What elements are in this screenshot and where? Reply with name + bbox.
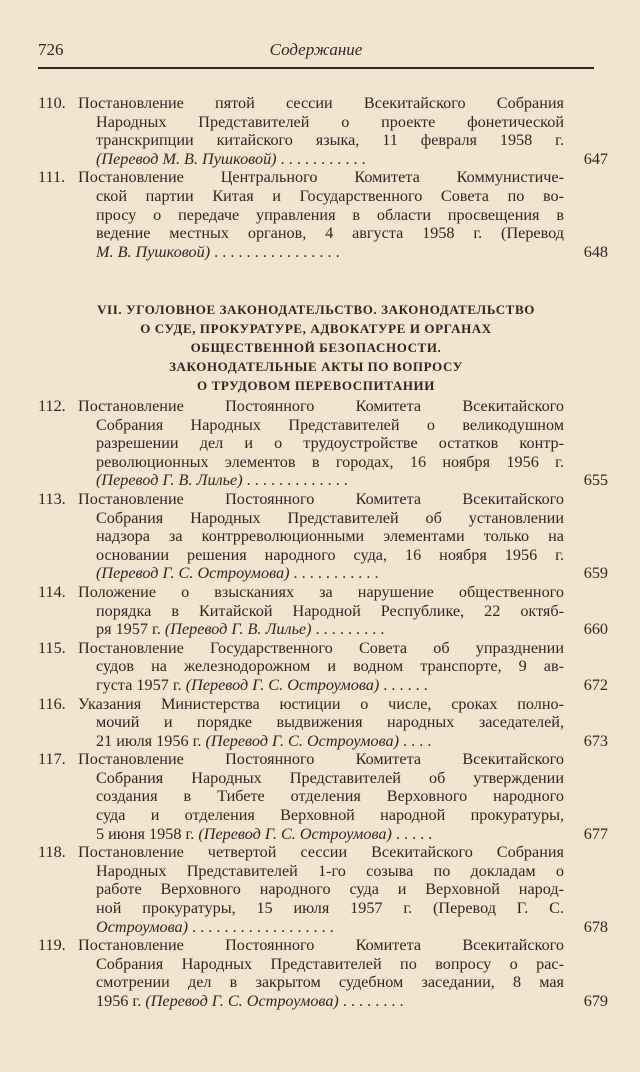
toc-entries-top <box>38 94 608 261</box>
entry-date-text: ря 1957 г. <box>96 620 165 639</box>
entry-page-number: 655 <box>583 471 608 490</box>
toc-entry <box>38 750 608 843</box>
page-number: 726 <box>38 40 64 59</box>
entry-number: 113. <box>38 489 66 508</box>
entry-page-number: 647 <box>583 149 608 168</box>
entry-line: смотрении дел в закрытом судебном заседании, 8 мая <box>96 973 564 992</box>
entry-page-number: 677 <box>583 824 608 843</box>
entry-line: Указания Министерства юстиции о числе, сроках полно- <box>78 694 564 713</box>
entry-line: Постановление Постоянного Комитета Всекитайского <box>78 936 564 955</box>
translator-credit: (Перевод Г. С. Остроумова) <box>96 564 290 583</box>
toc-entry <box>38 168 608 261</box>
entry-page-number: 659 <box>583 564 608 583</box>
entry-last-line <box>78 918 564 937</box>
entry-last-line <box>78 471 564 490</box>
entry-number: 112. <box>38 397 66 415</box>
translator-credit: (Перевод М. В. Пушковой) <box>96 149 277 168</box>
entry-number: 111. <box>38 168 66 187</box>
entry-line: Постановление Постоянного Комитета Всекитайского <box>78 489 564 508</box>
section-heading-line: О СУДЕ, ПРОКУРАТУРЕ, АДВОКАТУРЕ И ОРГАНАХ <box>140 321 492 336</box>
section-heading-line: VII. УГОЛОВНОЕ ЗАКОНОДАТЕЛЬСТВО. ЗАКОНОДАТЕЛЬСТВО <box>97 302 535 317</box>
toc-entry <box>38 397 608 490</box>
translator-credit: (Перевод Г. С. Остроумова) <box>145 992 339 1010</box>
translator-credit: (Перевод Г. В. Лилье) <box>96 471 243 490</box>
translator-credit: (Перевод Г. С. Остроумова) <box>198 824 392 843</box>
entry-page-number: 672 <box>583 675 608 694</box>
leader-dots: . . . . . . . . . . . <box>276 149 366 168</box>
entry-date-text: 21 июля 1956 г. <box>96 731 206 750</box>
entry-line: создания в Тибете отделения Верховного народного <box>96 787 564 806</box>
entry-line: разрешении дел и о трудоустройстве остатков контр- <box>96 434 564 453</box>
leader-dots: . . . . . . . . <box>338 992 404 1010</box>
toc-entry <box>38 490 608 583</box>
leader-dots: . . . . . . . . . . . <box>289 564 379 583</box>
toc-entry <box>38 583 608 639</box>
section-heading-line: О ТРУДОВОМ ПЕРЕВОСПИТАНИИ <box>197 378 435 393</box>
toc-entry <box>38 695 608 751</box>
running-title: Содержание <box>269 40 363 59</box>
entry-line: судов на железнодорожном и водном транспорте, 9 ав- <box>96 657 564 676</box>
header-rule <box>38 67 594 69</box>
toc-entry <box>38 936 608 1010</box>
entry-last-line <box>78 620 564 639</box>
entry-last-line <box>78 564 564 583</box>
translator-credit: (Перевод Г. С. Остроумова) <box>185 675 380 694</box>
entry-line: Собрания Народных Представителей об установлении <box>96 508 564 527</box>
entry-line: просу о передаче управления в области просвещения в <box>96 205 564 224</box>
entry-last-line <box>78 676 564 695</box>
entry-number: 118. <box>38 843 66 862</box>
toc-entries <box>38 397 608 1011</box>
entry-line: Положение о взысканиях за нарушение общественного <box>78 582 564 601</box>
entry-line: Народных Представителей о проекте фонетической <box>96 112 564 131</box>
entry-line: Постановление Постоянного Комитета Всекитайского <box>78 750 564 769</box>
entry-line: порядка в Китайской Народной Республике, 22 октяб- <box>96 601 564 620</box>
entry-number: 115. <box>38 638 66 657</box>
entry-line: мочий и порядке выдвижения народных заседателей, <box>96 713 564 732</box>
entry-page-number: 648 <box>583 242 608 261</box>
entry-line: Постановление четвертой сессии Всекитайского Собрания <box>78 843 564 862</box>
entry-line: надзора за контрреволюционными элементами только на <box>96 527 564 546</box>
entry-last-line <box>78 992 564 1011</box>
translator-credit: (Перевод Г. С. Остроумова) <box>205 731 399 750</box>
entry-line: основании решения народного суда, 16 ноября 1956 г. <box>96 545 564 564</box>
leader-dots: . . . . . . . . . <box>311 620 385 639</box>
entry-date-text: густа 1957 г. <box>96 675 186 694</box>
page-header <box>38 38 594 64</box>
entry-last-line <box>78 732 564 751</box>
entry-page-number: 678 <box>583 917 608 936</box>
entry-line: Постановление пятой сессии Всекитайского Собрания <box>78 94 564 112</box>
section-heading-line: ЗАКОНОДАТЕЛЬНЫЕ АКТЫ ПО ВОПРОСУ <box>169 359 463 374</box>
entry-page-number: 679 <box>583 992 608 1010</box>
entry-line: транскрипции китайского языка, 11 февраля 1958 г. <box>96 131 564 150</box>
entry-line: Собрания Народных Представителей по вопросу о рас- <box>96 954 564 973</box>
entry-line: работе Верховного народного суда и Верховной народ- <box>96 880 564 899</box>
leader-dots: . . . . . . . . . . . . . <box>242 471 348 490</box>
entry-date-text: 5 июня 1958 г. <box>96 824 199 843</box>
translator-credit: Остроумова) <box>96 917 189 936</box>
translator-credit: М. В. Пушковой) <box>96 242 211 261</box>
entry-line: Постановление Постоянного Комитета Всекитайского <box>78 397 564 415</box>
entry-number: 116. <box>38 694 66 713</box>
entry-page-number: 673 <box>583 731 608 750</box>
section-heading <box>38 300 594 395</box>
entry-line: суда и отделения Верховной народной прокуратуры, <box>96 806 564 825</box>
entry-line: революционных элементов в городах, 16 ноября 1956 г. <box>96 452 564 471</box>
entry-line: ской партии Китая и Государственного Совета по во- <box>96 186 564 205</box>
toc-entry <box>38 94 608 168</box>
entry-number: 110. <box>38 94 66 112</box>
entry-last-line <box>78 243 564 262</box>
leader-dots: . . . . . <box>391 824 433 843</box>
leader-dots: . . . . . . . . . . . . . . . . . . <box>188 917 334 936</box>
entry-line: Собрания Народных Представителей об утверждении <box>96 768 564 787</box>
entry-date-text: 1956 г. <box>96 992 146 1010</box>
entry-line: ведение местных органов, 4 августа 1958 г. (Перевод <box>96 224 564 243</box>
toc-entry <box>38 843 608 936</box>
entry-number: 117. <box>38 750 66 769</box>
entry-line: Народных Представителей 1-го созыва по докладам о <box>96 861 564 880</box>
leader-dots: . . . . . . . . . . . . . . . . <box>210 242 340 261</box>
entry-last-line <box>78 825 564 844</box>
entry-page-number: 660 <box>583 620 608 639</box>
leader-dots: . . . . <box>398 731 432 750</box>
section-heading-line: ОБЩЕСТВЕННОЙ БЕЗОПАСНОСТИ. <box>190 340 442 355</box>
translator-credit: (Перевод Г. В. Лилье) <box>164 620 312 639</box>
entry-line: Собрания Народных Представителей о великодушном <box>96 415 564 434</box>
entry-line: ной прокуратуры, 15 июля 1957 г. (Перевод Г. С. <box>96 899 564 918</box>
entry-number: 119. <box>38 936 66 955</box>
entry-line: Постановление Государственного Совета об упразднении <box>78 638 564 657</box>
entry-line: Постановление Центрального Комитета Коммунистиче- <box>78 168 564 187</box>
leader-dots: . . . . . . <box>379 675 428 694</box>
toc-entry <box>38 639 608 695</box>
entry-number: 114. <box>38 582 66 601</box>
entry-last-line <box>78 150 564 169</box>
